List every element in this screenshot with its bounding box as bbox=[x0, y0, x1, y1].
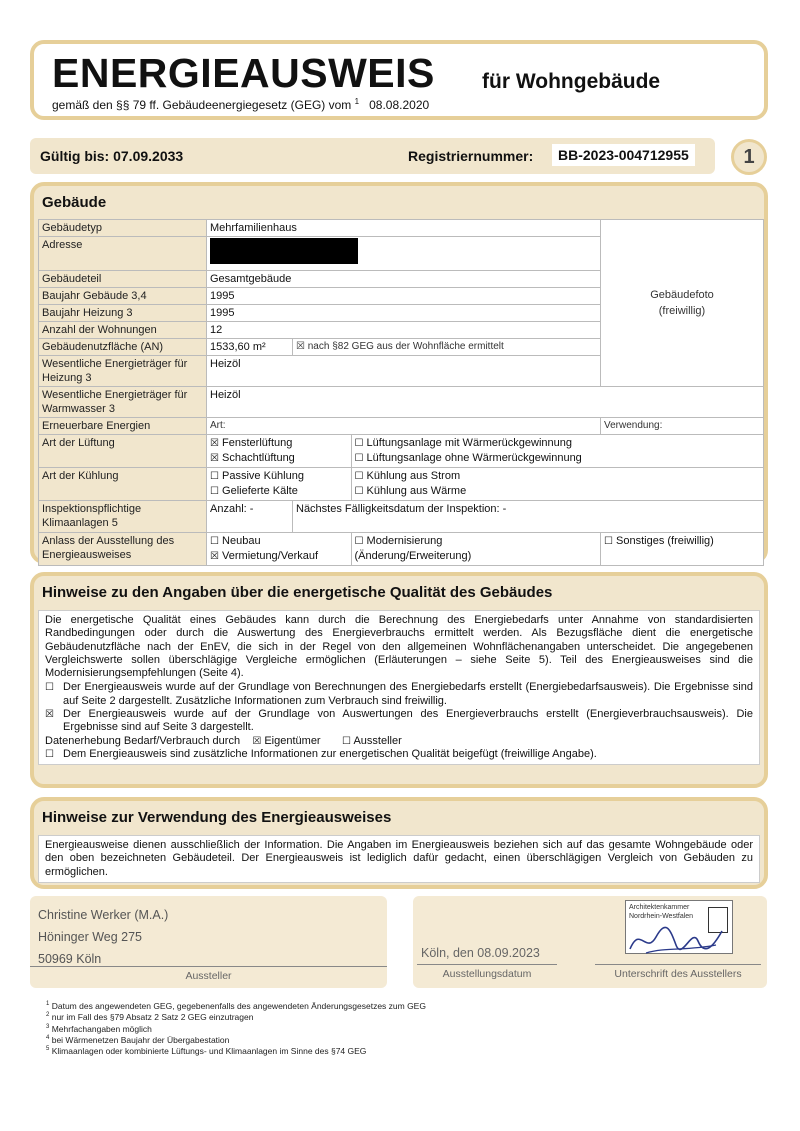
section-title-notes: Hinweise zu den Angaben über die energetische Qualität des Gebäudes bbox=[42, 584, 553, 601]
usage-body: Energieausweise dienen ausschließlich der Information. Die Angaben im Energieausweis beziehen sich auf das gesamte Wohngebäude oder den oben bezeichneten Gebäudeteil. Der Energieausweis ist lediglich dafür gedacht, einen überschlägigen Vergleich von Gebäuden zu ermöglichen. bbox=[38, 835, 760, 883]
certificate-header bbox=[30, 40, 768, 120]
table-row: Anlass der Ausstellung des Energieausweises ☐ Neubau ☒ Vermietung/Verkauf ☐ Modernisierung (Änderung/Erweiterung) ☐ Sonstiges (freiwillig) bbox=[39, 533, 764, 566]
building-section bbox=[30, 182, 768, 564]
section-title-building: Gebäude bbox=[42, 194, 107, 211]
energy-quality-notes bbox=[30, 572, 768, 788]
footnote-3: $^3$ Mehrfachangaben möglich bbox=[46, 1023, 152, 1034]
law-reference: gemäß den §§ 79 ff. Gebäudeenergiegesetz (GEG) vom $^1$ 08.08.2020 bbox=[52, 97, 430, 112]
table-row: Baujahr Heizung 3 1995 bbox=[39, 305, 764, 322]
issue-date-signature-block bbox=[413, 896, 767, 988]
valid-until: Gültig bis: 07.09.2033 bbox=[40, 148, 184, 164]
issue-date-caption: Ausstellungsdatum bbox=[442, 968, 532, 980]
footnote-1: $^1$ Datum des angewendeten GEG, gegebenenfalls des angewendeten Änderungsgesetzes zum GEG bbox=[46, 1000, 426, 1011]
issuer-street: Höninger Weg 275 bbox=[38, 930, 143, 944]
table-row: Art der Kühlung ☐ Passive Kühlung ☐ Gelieferte Kälte ☐ Kühlung aus Strom ☐ Kühlung aus Wärme bbox=[39, 468, 764, 501]
table-row: Anzahl der Wohnungen 12 bbox=[39, 322, 764, 339]
issuer-name: Christine Werker (M.A.) bbox=[38, 908, 169, 922]
footnote-2: $^2$ nur im Fall des §79 Absatz 2 Satz 2 GEG einzutragen bbox=[46, 1012, 254, 1023]
footnote-4: $^4$ bei Wärmenetzen Baujahr der Übergabestation bbox=[46, 1034, 230, 1045]
chamber-stamp: Architektenkammer Nordrhein-Westfalen bbox=[625, 900, 733, 954]
table-row: Gebäudetyp Mehrfamilienhaus Gebäudefoto (freiwillig) bbox=[39, 220, 764, 237]
redacted-address bbox=[210, 238, 358, 264]
signature-caption: Unterschrift des Ausstellers bbox=[614, 968, 742, 980]
issue-date: Köln, den 08.09.2023 bbox=[421, 946, 540, 960]
table-row: Art der Lüftung ☒ Fensterlüftung ☒ Schachtlüftung ☐ Lüftungsanlage mit Wärmerückgewinnung ☐ Lüftungsanlage ohne Wärmerückgewinnung bbox=[39, 435, 764, 468]
signature-scribble bbox=[626, 919, 726, 959]
table-row: Wesentliche Energieträger für Heizung 3 Heizöl bbox=[39, 356, 764, 387]
building-photo-placeholder: Gebäudefoto (freiwillig) bbox=[601, 220, 764, 387]
registration-number: BB-2023-004712955 bbox=[552, 144, 695, 166]
table-row: Wesentliche Energieträger für Warmwasser 3 Heizöl bbox=[39, 387, 764, 418]
issuer-city: 50969 Köln bbox=[38, 952, 102, 966]
notes-body: Die energetische Qualität eines Gebäudes kann durch die Berechnung des Energiebedarfs unter Annahme von standardisierten Randbedingungen oder durch die Auswertung des Energieverbrauchs ermittelt werden. Als Bezugsfläche dient die energetische Gebäudenutzfläche nach der EnEV, die sich in der Regel von den allgemeinen Wohnflächenangaben unterscheidet. Die angegebenen Vergleichswerte sollen überschlägige Vergleiche ermöglichen (Erläuterungen – siehe Seite 5). Teil des Energieausweises sind die Modernisierungsempfehlungen (Seite 4). ☐ Der Energieausweis wurde auf der Grundlage von Berechnungen des Energiebedarfs erstellt (Energiebedarfsausweis). Die Ergebnisse sind auf Seite 2 dargestellt. Zusätzliche Informationen zum Verbrauch sind freiwillig. ☒ Der Energieausweis wurde auf der Grundlage von Auswertungen des Energieverbrauchs erstellt (Energieverbrauchsausweis). Die Ergebnisse sind auf Seite 3 dargestellt. Datenerhebung Bedarf/Verbrauch durch ☒ Eigentümer ☐ Aussteller ☐ Dem Energieausweis sind zusätzliche Informationen zur energetischen Qualität beigefügt (freiwillige Angabe). bbox=[38, 610, 760, 765]
document-subtitle: für Wohngebäude bbox=[482, 70, 661, 93]
building-table bbox=[38, 219, 764, 566]
table-row: Inspektionspflichtige Klimaanlagen 5 Anzahl: - Nächstes Fälligkeitsdatum der Inspektion: - bbox=[39, 501, 764, 533]
footnote-5: $^5$ Klimaanlagen oder kombinierte Lüftungs- und Klimaanlagen im Sinne des §74 GEG bbox=[46, 1046, 367, 1057]
document-title: ENERGIEAUSWEIS bbox=[52, 50, 435, 96]
table-row: Erneuerbare Energien Art: Verwendung: bbox=[39, 418, 764, 435]
validity-bar bbox=[30, 138, 715, 174]
issuer-caption: Aussteller bbox=[185, 970, 232, 982]
registration-label: Registriernummer: bbox=[408, 148, 534, 164]
page-number-badge: 1 bbox=[731, 139, 767, 175]
table-row: Gebäudenutzfläche (AN) 1533,60 m² ☒ nach §82 GEG aus der Wohnfläche ermittelt bbox=[39, 339, 764, 356]
footnotes bbox=[46, 1000, 746, 1057]
section-title-usage: Hinweise zur Verwendung des Energieausweises bbox=[42, 809, 392, 826]
table-row: Gebäudeteil Gesamtgebäude bbox=[39, 271, 764, 288]
usage-notes bbox=[30, 797, 768, 889]
law-date: 08.08.2020 bbox=[369, 98, 430, 112]
table-row: Adresse bbox=[39, 237, 764, 271]
table-row: Baujahr Gebäude 3,4 1995 bbox=[39, 288, 764, 305]
issuer-block bbox=[30, 896, 387, 988]
